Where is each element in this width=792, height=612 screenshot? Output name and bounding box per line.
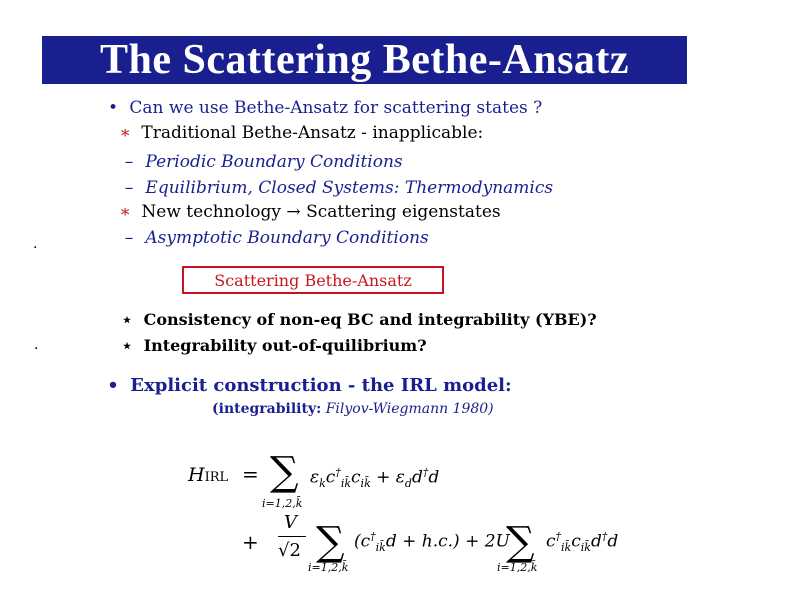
d-operator: d	[411, 467, 423, 488]
note-prefix: (integrability:	[212, 401, 322, 417]
equation-term-3	[546, 530, 618, 554]
note-reference: Filyov-Wiegmann 1980)	[325, 401, 494, 417]
bullet-symbol: •	[107, 98, 119, 118]
summation-symbol-1: ∑	[270, 449, 299, 495]
d-operator-final: d	[607, 531, 619, 552]
equation-term-1	[310, 466, 439, 490]
asterisk-symbol: ∗	[119, 123, 131, 143]
d-subscript: d	[404, 477, 412, 491]
ik-subscript: ik̄	[340, 477, 352, 491]
integrability-note	[212, 401, 494, 417]
dagger-5: †	[601, 530, 608, 543]
ik-subscript-2: ik̄	[360, 477, 371, 491]
side-dot: .	[34, 337, 39, 353]
sub-item-text: Periodic Boundary Conditions	[145, 152, 403, 172]
fraction-bar	[278, 536, 306, 537]
arrow-icon: →	[286, 202, 301, 222]
equals-sign: =	[242, 462, 259, 486]
dagger-2: †	[422, 466, 429, 479]
c-operator-4: c	[571, 531, 581, 552]
sub-item-text: Asymptotic Boundary Conditions	[145, 228, 429, 248]
bullet-2-text: Explicit construction - the IRL model:	[130, 375, 512, 396]
c-operator-2: c	[351, 467, 361, 488]
plus-sign: +	[376, 467, 391, 488]
side-dot: .	[33, 236, 38, 252]
sum-index-3: i=1,2,k̄	[497, 561, 538, 574]
sum-index-1: i=1,2,k̄	[262, 497, 303, 510]
hamiltonian-lhs	[188, 464, 228, 486]
star-item-2	[116, 336, 427, 355]
sub-item-equilibrium	[118, 178, 553, 198]
star-item-text: Integrability out-of-quilibrium?	[143, 336, 427, 355]
plus-sign-line2: +	[242, 530, 259, 554]
paren-c: (c	[354, 531, 371, 552]
sub-item-text: Equilibrium, Closed Systems: Thermodynamics	[145, 178, 554, 198]
dagger-3: †	[370, 530, 376, 543]
epsilon-d: ε	[395, 467, 405, 488]
sqrt-two: √2	[278, 540, 301, 561]
sub-bullet-1-text: Traditional Bethe-Ansatz - inapplicable:	[141, 123, 484, 143]
sub-item-periodic	[118, 152, 403, 172]
sub-bullet-2	[114, 202, 501, 222]
boxed-label	[182, 266, 444, 294]
ik-subscript-3: ik̄	[375, 541, 386, 555]
d-operator-end: d	[428, 467, 440, 488]
bullet-1	[102, 98, 542, 118]
ik-subscript-5: ik̄	[580, 541, 591, 555]
dagger-4: †	[555, 530, 562, 543]
sub-item-asymptotic	[118, 228, 429, 248]
asterisk-symbol: ∗	[119, 202, 131, 222]
v-numerator: V	[284, 512, 297, 533]
sub-bullet-2-text-b: Scattering eigenstates	[306, 202, 501, 222]
slide-title: The Scattering Bethe-Ansatz	[99, 37, 630, 83]
epsilon-k: ε	[310, 467, 320, 488]
d-operator-2: d	[590, 531, 602, 552]
k-subscript: k	[319, 477, 326, 491]
summation-symbol-3: ∑	[506, 519, 535, 565]
dagger: †	[335, 466, 341, 479]
summation-symbol-2: ∑	[316, 519, 345, 565]
boxed-label-text: Scattering Bethe-Ansatz	[214, 270, 412, 290]
c-operator: c	[325, 467, 336, 488]
sub-bullet-2-text-a: New technology	[141, 202, 282, 222]
lhs-symbol: H	[188, 464, 205, 486]
bullet-2	[102, 375, 512, 396]
dash-symbol: –	[124, 228, 134, 248]
lhs-subscript: IRL	[204, 470, 229, 485]
bullet-1-text: Can we use Bethe-Ansatz for scattering states ?	[129, 98, 543, 118]
sub-bullet-1	[114, 123, 483, 143]
hc-term: d + h.c.) + 2U	[385, 531, 510, 552]
dash-symbol: –	[124, 152, 134, 172]
c-operator-3: c	[546, 531, 556, 552]
title-banner	[42, 36, 687, 84]
star-item-1	[116, 310, 597, 329]
ik-subscript-4: ik̄	[561, 541, 572, 555]
star-item-text: Consistency of non-eq BC and integrability (YBE)?	[143, 310, 597, 329]
bullet-symbol: •	[107, 375, 119, 396]
star-icon: ⋆	[121, 336, 132, 355]
equation-term-2	[354, 530, 510, 554]
star-icon: ⋆	[121, 310, 132, 329]
sum-index-2: i=1,2,k̄	[308, 561, 349, 574]
dash-symbol: –	[124, 178, 134, 198]
